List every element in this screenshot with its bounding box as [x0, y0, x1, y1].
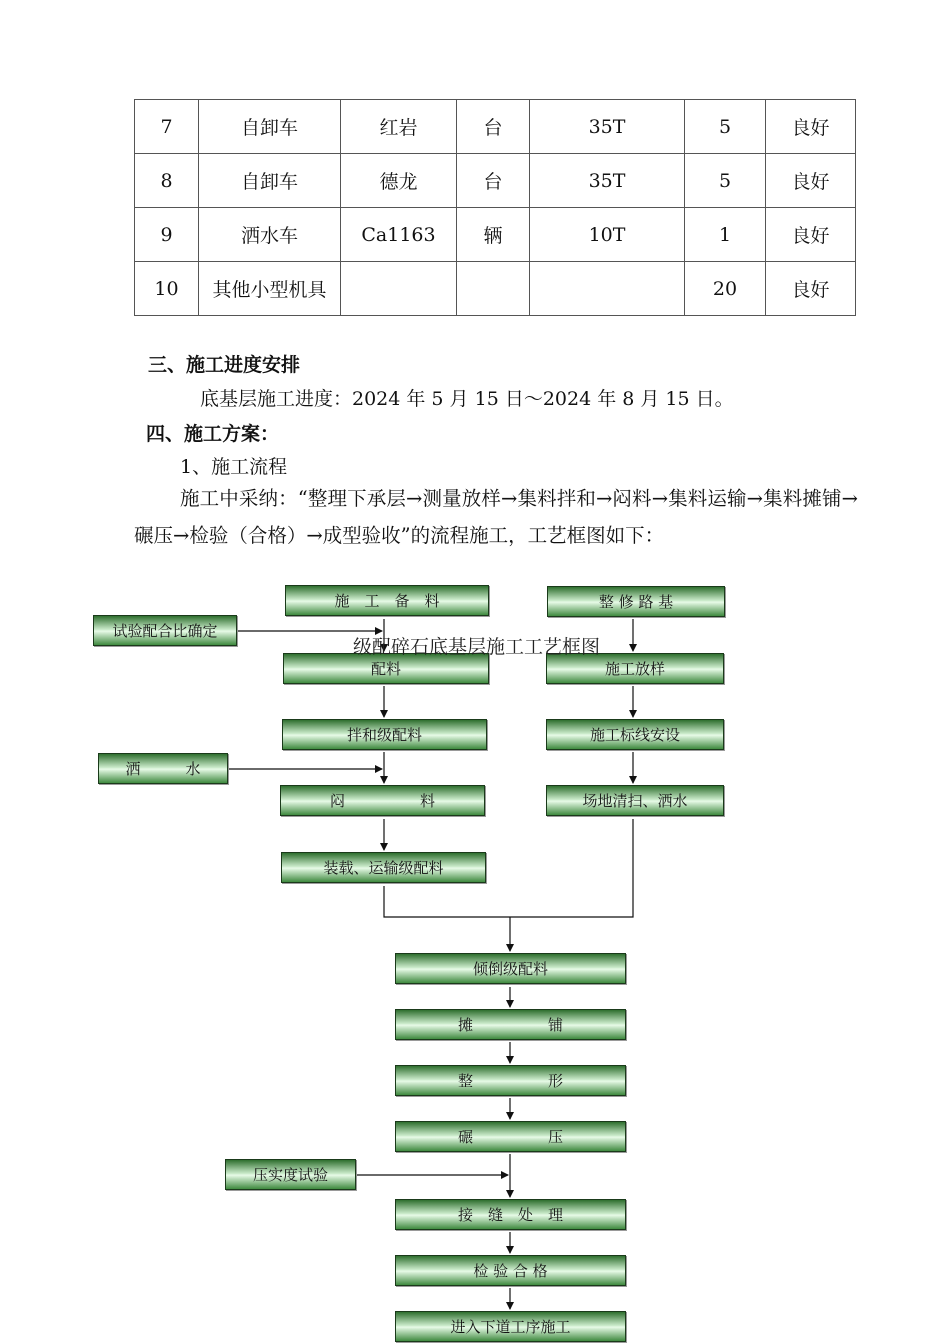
- table-cell: 辆: [457, 208, 530, 262]
- table-cell: 35T: [530, 100, 685, 154]
- flow-box-compaction-test: 压实度试验: [225, 1159, 356, 1190]
- flow-box-marking-install: 施工标线安设: [546, 719, 724, 750]
- table-cell: 5: [685, 154, 766, 208]
- table-cell: 自卸车: [199, 154, 341, 208]
- table-cell: 红岩: [341, 100, 457, 154]
- flow-box-next-process: 进入下道工序施工: [395, 1311, 626, 1342]
- table-cell: 台: [457, 100, 530, 154]
- table-cell: 良好: [766, 100, 856, 154]
- table-cell: 1: [685, 208, 766, 262]
- table-cell: 良好: [766, 208, 856, 262]
- table-cell: 35T: [530, 154, 685, 208]
- flow-box-clean-sprinkle: 场地清扫、洒水: [546, 785, 724, 816]
- table-cell: 10: [135, 262, 199, 316]
- flow-box-rolling: 碾 压: [395, 1121, 626, 1152]
- schedule-text: 底基层施工进度：2024 年 5 月 15 日～2024 年 8 月 15 日。: [200, 388, 734, 410]
- flow-box-shaping: 整 形: [395, 1065, 626, 1096]
- flow-box-batching: 配料: [283, 653, 489, 684]
- table-cell: 8: [135, 154, 199, 208]
- section4-subheading: 1、施工流程: [180, 456, 288, 478]
- table-cell: 台: [457, 154, 530, 208]
- section4-heading: 四、施工方案：: [146, 423, 280, 445]
- flow-box-spreading: 摊 铺: [395, 1009, 626, 1040]
- flow-box-loading-transport: 装载、运输级配料: [281, 852, 486, 883]
- flow-box-setting-out: 施工放样: [546, 653, 724, 684]
- table-cell: 良好: [766, 262, 856, 316]
- table-cell: 德龙: [341, 154, 457, 208]
- flow-box-water: 洒 水: [98, 753, 228, 784]
- table-cell: 9: [135, 208, 199, 262]
- table-cell: 10T: [530, 208, 685, 262]
- flow-box-subgrade-repair: 整 修 路 基: [547, 586, 725, 617]
- flow-box-inspection-pass: 检 验 合 格: [395, 1255, 626, 1286]
- section3-heading: 三、施工进度安排: [148, 354, 301, 376]
- flowchart-title: 级配碎石底基层施工工艺框图: [353, 636, 601, 658]
- flow-box-dumping: 倾倒级配料: [395, 953, 626, 984]
- table-cell: 洒水车: [199, 208, 341, 262]
- flow-box-mix-ratio-test: 试验配合比确定: [93, 615, 237, 646]
- table-cell: 其他小型机具: [199, 262, 341, 316]
- table-cell: Ca1163: [341, 208, 457, 262]
- table-cell: 5: [685, 100, 766, 154]
- process-paragraph: 施工中采纳：“整理下承层→测量放样→集料拌和→闷料→集料运输→集料摊铺→碾压→检验（合格）→成型验收”的流程施工，工艺框图如下：: [134, 487, 858, 547]
- flow-box-mixing: 拌和级配料: [282, 719, 487, 750]
- table-cell: 7: [135, 100, 199, 154]
- table-cell: 自卸车: [199, 100, 341, 154]
- flow-box-joint-treatment: 接 缝 处 理: [395, 1199, 626, 1230]
- flow-box-stewing: 闷 料: [280, 785, 485, 816]
- table-cell: 良好: [766, 154, 856, 208]
- flow-box-prepare-materials: 施 工 备 料: [285, 585, 489, 616]
- table-cell: 20: [685, 262, 766, 316]
